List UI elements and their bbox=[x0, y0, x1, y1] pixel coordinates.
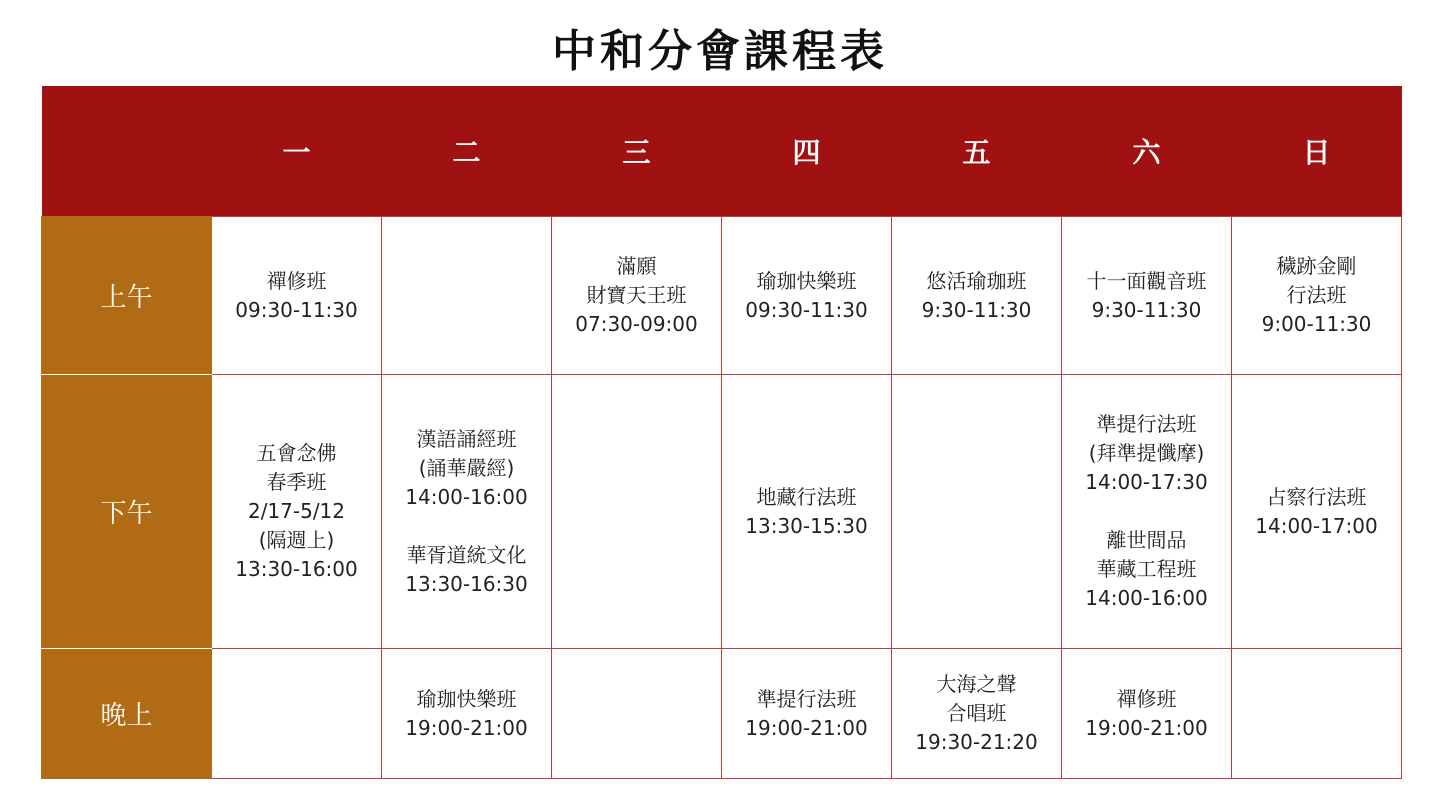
class-entry bbox=[1066, 685, 1227, 743]
class-cell bbox=[1232, 375, 1402, 649]
class-name: 瑜珈快樂班 bbox=[416, 686, 517, 711]
class-detail: 09:30-11:30 bbox=[235, 297, 358, 322]
class-detail: 9:30-11:30 bbox=[921, 297, 1032, 322]
day-header-row bbox=[42, 86, 1402, 217]
class-cell bbox=[722, 649, 892, 779]
class-detail: 合唱班 bbox=[946, 701, 1007, 725]
class-entry bbox=[386, 541, 547, 599]
class-cell bbox=[212, 217, 382, 375]
class-cell bbox=[382, 649, 552, 779]
schedule-table bbox=[41, 86, 1402, 779]
class-cell bbox=[722, 217, 892, 375]
class-entry bbox=[216, 267, 377, 325]
class-detail: 行法班 bbox=[1286, 283, 1347, 307]
class-detail: 13:30-15:30 bbox=[745, 513, 868, 538]
period-label-afternoon: 下午 bbox=[42, 375, 212, 649]
class-name: 地藏行法班 bbox=[756, 484, 857, 509]
class-cell bbox=[212, 649, 382, 779]
class-detail: 華藏工程班 bbox=[1096, 557, 1197, 581]
class-name: 五會念佛 bbox=[256, 441, 337, 465]
class-name: 十一面觀音班 bbox=[1086, 268, 1207, 293]
class-detail: 財寶天王班 bbox=[586, 283, 687, 307]
class-cell bbox=[212, 375, 382, 649]
afternoon-row bbox=[42, 375, 1402, 649]
class-entry bbox=[896, 670, 1057, 757]
day-header-thu: 四 bbox=[722, 86, 892, 217]
class-name: 瑜珈快樂班 bbox=[756, 268, 857, 293]
class-entry bbox=[726, 267, 887, 325]
class-entry bbox=[386, 685, 547, 743]
class-cell bbox=[382, 217, 552, 375]
class-detail: 9:30-11:30 bbox=[1091, 297, 1202, 322]
class-detail: 春季班 bbox=[266, 470, 327, 494]
class-name: 禪修班 bbox=[266, 268, 327, 293]
period-label-morning: 上午 bbox=[42, 217, 212, 375]
class-detail: 13:30-16:30 bbox=[405, 571, 528, 596]
class-detail: 19:00-21:00 bbox=[405, 715, 528, 740]
day-header-tue: 二 bbox=[382, 86, 552, 217]
class-detail: (隔週上) bbox=[258, 528, 335, 552]
evening-row bbox=[42, 649, 1402, 779]
class-name: 華胥道統文化 bbox=[406, 542, 527, 567]
page-title: 中和分會課程表 bbox=[552, 26, 888, 77]
class-detail: (拜準提懺摩) bbox=[1088, 441, 1205, 465]
class-name: 漢語誦經班 bbox=[416, 426, 517, 451]
class-name: 占察行法班 bbox=[1266, 484, 1367, 509]
class-detail: 19:00-21:00 bbox=[1085, 715, 1208, 740]
class-name: 大海之聲 bbox=[936, 672, 1017, 696]
class-detail: 13:30-16:00 bbox=[235, 557, 358, 581]
class-detail: 07:30-09:00 bbox=[575, 312, 698, 336]
class-name: 穢跡金剛 bbox=[1276, 254, 1357, 278]
class-cell bbox=[1232, 649, 1402, 779]
class-entry bbox=[556, 252, 717, 339]
class-cell bbox=[892, 375, 1062, 649]
class-name: 準提行法班 bbox=[1096, 412, 1197, 436]
class-entry bbox=[216, 439, 377, 584]
class-entry bbox=[726, 685, 887, 743]
class-entry bbox=[1236, 483, 1397, 541]
class-detail: 19:00-21:00 bbox=[745, 715, 868, 740]
class-cell bbox=[1062, 217, 1232, 375]
class-detail: 9:00-11:30 bbox=[1261, 312, 1372, 336]
class-cell bbox=[552, 649, 722, 779]
corner-cell bbox=[42, 86, 212, 217]
class-cell bbox=[722, 375, 892, 649]
class-cell bbox=[382, 375, 552, 649]
day-header-fri: 五 bbox=[892, 86, 1062, 217]
class-entry bbox=[896, 267, 1057, 325]
class-entry bbox=[1066, 526, 1227, 613]
class-name: 悠活瑜珈班 bbox=[926, 268, 1027, 293]
class-detail: 2/17-5/12 bbox=[247, 499, 346, 523]
class-cell bbox=[552, 375, 722, 649]
class-cell bbox=[892, 217, 1062, 375]
class-name: 離世間品 bbox=[1106, 528, 1187, 552]
period-label-evening: 晚上 bbox=[42, 649, 212, 779]
morning-row bbox=[42, 217, 1402, 375]
class-entry bbox=[1236, 252, 1397, 339]
day-header-sun: 日 bbox=[1232, 86, 1402, 217]
class-detail: 14:00-16:00 bbox=[405, 484, 528, 509]
day-header-mon: 一 bbox=[212, 86, 382, 217]
class-entry bbox=[1066, 267, 1227, 325]
class-cell bbox=[1062, 649, 1232, 779]
class-detail: 19:30-21:20 bbox=[915, 730, 1038, 754]
class-entry bbox=[1066, 410, 1227, 497]
class-cell bbox=[552, 217, 722, 375]
class-detail: 09:30-11:30 bbox=[745, 297, 868, 322]
class-cell bbox=[1062, 375, 1232, 649]
class-cell bbox=[892, 649, 1062, 779]
class-name: 滿願 bbox=[616, 254, 657, 278]
class-detail: (誦華嚴經) bbox=[418, 455, 515, 480]
class-name: 準提行法班 bbox=[756, 686, 857, 711]
class-entry bbox=[726, 483, 887, 541]
class-entry bbox=[386, 425, 547, 512]
class-name: 禪修班 bbox=[1116, 686, 1177, 711]
day-header-wed: 三 bbox=[552, 86, 722, 217]
day-header-sat: 六 bbox=[1062, 86, 1232, 217]
class-detail: 14:00-17:00 bbox=[1255, 513, 1378, 538]
class-detail: 14:00-16:00 bbox=[1085, 586, 1208, 610]
class-cell bbox=[1232, 217, 1402, 375]
class-detail: 14:00-17:30 bbox=[1085, 470, 1208, 494]
